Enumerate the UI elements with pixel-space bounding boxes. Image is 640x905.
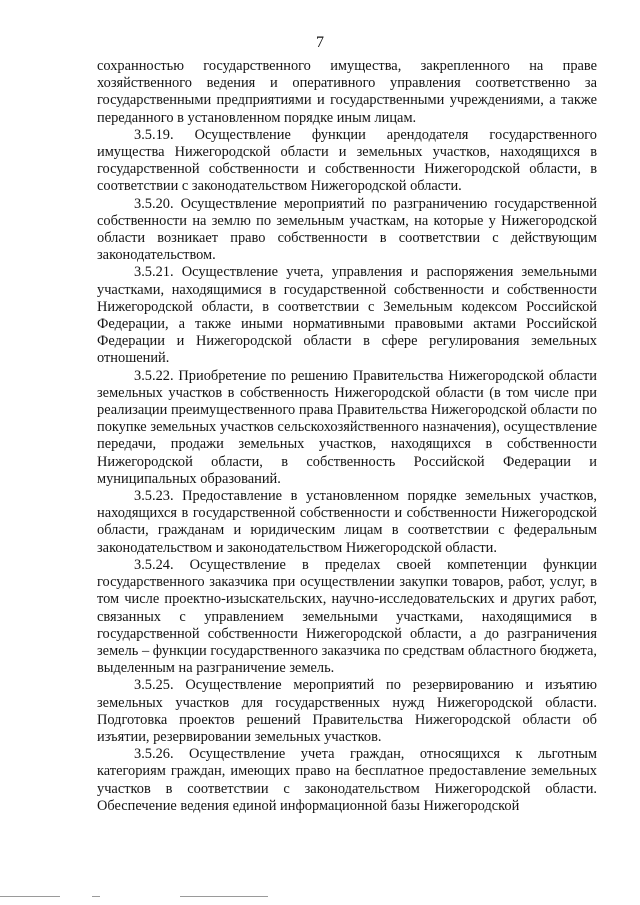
document-body: [97, 58, 597, 815]
paragraph-3-5-21: 3.5.21. Осуществление учета, управления и распоряжения земельными участками, находящимися в государственной собственности и собственности Нижегородской области, в соответствии с Земельным кодексом Российской Федерации, а также иными нормативными правовыми актами Российской Федерации и Нижегородской области в сфере регулирования земельных отношений.: [97, 264, 597, 367]
paragraph-3-5-25: 3.5.25. Осуществление мероприятий по резервированию и изъятию земельных участков для государственных нужд Нижегородской области. Подготовка проектов решений Правительства Нижегородской области об изъятии, резервировании земельных участков.: [97, 677, 597, 745]
paragraph-3-5-24: 3.5.24. Осуществление в пределах своей компетенции функции государственного заказчика при осуществлении закупки товаров, работ, услуг, в том числе проектно-изыскательских, научно-исследовательских и других работ, связанных с управлением земельными участками, находящимися в государственной собственности Нижегородской области, а до разграничения земель – функции государственного заказчика по средствам областного бюджета, выделенным на разграничение земель.: [97, 556, 597, 677]
paragraph-3-5-26: 3.5.26. Осуществление учета граждан, относящихся к льготным категориям граждан, имеющих право на бесплатное предоставление земельных участков в соответствии с законодательством Нижегородской области. Обеспечение ведения единой информационной базы Нижегородской: [97, 746, 597, 814]
paragraph-3-5-23: 3.5.23. Предоставление в установленном порядке земельных участков, находящихся в государственной собственности и собственности Нижегородской области, гражданам и юридическим лицам в соответствии с федеральным законодательством и законодательством Нижегородской области.: [97, 488, 597, 556]
scan-edge-artifact: [0, 896, 640, 899]
paragraph-3-5-20: 3.5.20. Осуществление мероприятий по разграничению государственной собственности на землю по земельным участкам, на которые у Нижегородской области возникает право собственности в соответствии с действующим законодательством.: [97, 195, 597, 264]
page-number: 7: [316, 34, 324, 51]
paragraph-continuation: сохранностью государственного имущества, закрепленного на праве хозяйственного ведения и оперативного управления соответственно за государственными предприятиями и государственными учреждениями, а также переданного в установленном порядке иным лицам.: [97, 58, 597, 126]
paragraph-3-5-19: 3.5.19. Осуществление функции арендодателя государственного имущества Нижегородской области и земельных участков, находящихся в государственной собственности и собственности Нижегородской области, в соответствии с законодательством Нижегородской области.: [97, 126, 597, 195]
paragraph-3-5-22: 3.5.22. Приобретение по решению Правительства Нижегородской области земельных участков в собственность Нижегородской области (в том числе при реализации преимущественного права Правительства Нижегородской области по покупке земельных участков сельскохозяйственного назначения), осуществление передачи, продажи земельных участков, находящихся в собственности Нижегородской области, в собственность Российской Федерации и муниципальных образований.: [97, 367, 597, 487]
